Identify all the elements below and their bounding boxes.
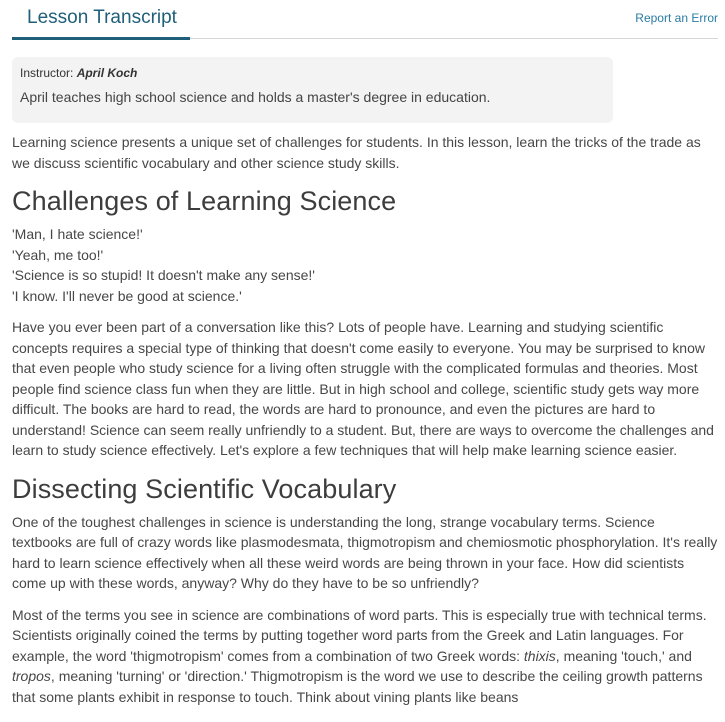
vocabulary-paragraph-2 <box>12 605 718 708</box>
report-error-link[interactable]: Report an Error <box>635 11 718 25</box>
p2-text-2: , meaning 'touch,' and <box>555 647 692 664</box>
transcript-tab-bar <box>12 0 718 39</box>
transcript-content <box>12 132 718 718</box>
tab-title: Lesson Transcript <box>27 7 177 28</box>
section-heading-vocabulary: Dissecting Scientific Vocabulary <box>12 473 397 504</box>
term-tropos: tropos <box>12 668 51 684</box>
instructor-line <box>20 66 137 80</box>
quote-list <box>12 224 718 306</box>
vocabulary-paragraph-1: One of the toughest challenges in science is understanding the long, strange vocabulary terms. Science textbooks are full of crazy words like plasmodesmata, thigmotropism and chemiosmotic phosphorylation. It's really hard to learn science effectively when all these weird words are being thrown in your face. How did scientists come up with these words, anyway? Why do they have to be so unfriendly? <box>12 513 718 591</box>
quote-line: 'Yeah, me too!' <box>12 246 104 263</box>
tab-lesson-transcript[interactable] <box>12 0 190 40</box>
instructor-name[interactable]: April Koch <box>76 66 138 80</box>
term-thixis: thixis <box>523 647 556 664</box>
intro-paragraph: Learning science presents a unique set of challenges for students. In this lesson, learn the tricks of the trade as we discuss scientific vocabulary and other science study skills. <box>12 134 701 171</box>
instructor-box <box>12 57 613 123</box>
p2-text-3: , meaning 'turning' or 'direction.' Thigmotropism is the word we use to describe the ceiling growth patterns that some plants exhibit in response to touch. Think about vining plants like beans <box>12 668 703 705</box>
instructor-label: Instructor: <box>20 66 77 80</box>
section-heading-challenges: Challenges of Learning Science <box>12 186 397 216</box>
quote-line: 'Man, I hate science!' <box>12 226 143 242</box>
p2-text-1: Most of the terms you see in science are combinations of word parts. This is especially true with technical terms. Scientists originally coined the terms by putting together word parts from the Greek and Latin languages. For example, the word 'thigmotropism' comes from a combination of two Greek words: <box>12 606 707 664</box>
instructor-bio: April teaches high school science and holds a master's degree in education. <box>20 89 491 105</box>
quote-line: 'Science is so stupid! It doesn't make any sense!' <box>12 267 315 283</box>
challenges-paragraph: Have you ever been part of a conversation like this? Lots of people have. Learning and studying scientific concepts requires a special type of thinking that doesn't come easily to everyone. You may be surprised to know that even people who study science for a living often struggle with the complicated formulas and theories. Most people find science class fun when they are little. But in high school and college, scientific study gets way more difficult. The books are hard to read, the words are hard to pronounce, and even the pictures are hard to understand! Science can seem really unfriendly to a student. But, there are ways to overcome the challenges and learn to study science effectively. Let's explore a few techniques that will help make learning science easier. <box>12 319 714 458</box>
quote-line: 'I know. I'll never be good at science.' <box>12 287 242 304</box>
